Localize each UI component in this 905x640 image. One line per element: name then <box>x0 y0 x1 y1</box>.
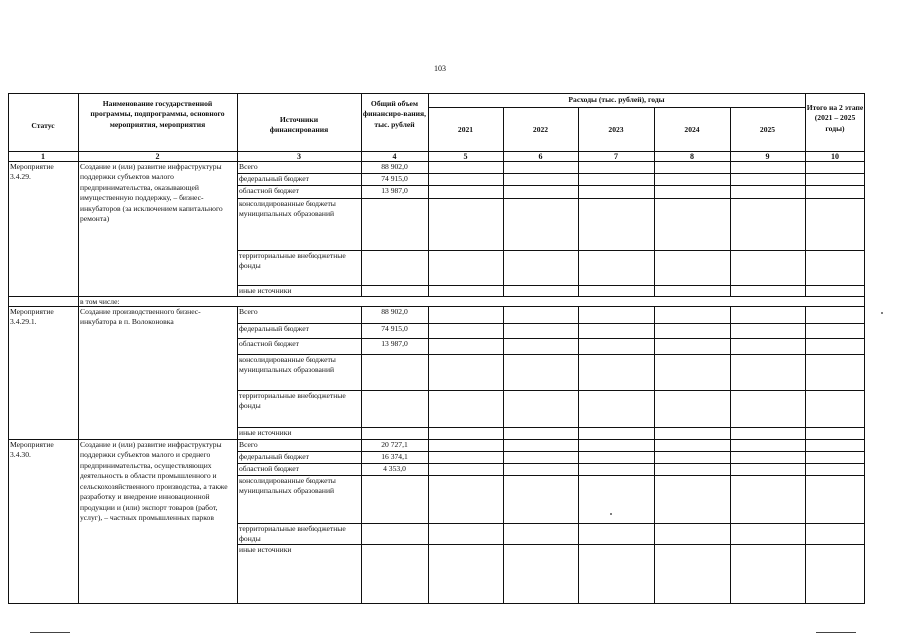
grid-line <box>78 306 79 439</box>
header-year-2021: 2021 <box>457 125 474 134</box>
table-border <box>864 93 865 604</box>
header-year-2022: 2022 <box>532 125 549 134</box>
page-number: 103 <box>434 64 446 73</box>
grid-line <box>237 93 238 161</box>
grid-line <box>805 306 806 439</box>
status-label: Мероприятие 3.4.30. <box>10 440 54 460</box>
source-label: федеральный бюджет <box>239 324 309 333</box>
total-value: 13 987,0 <box>381 339 408 348</box>
column-number: 9 <box>765 152 770 161</box>
grid-line <box>578 306 579 439</box>
grid-line <box>237 306 238 439</box>
column-number: 2 <box>155 152 160 161</box>
source-label: территориальные внебюджетные фонды <box>239 391 346 411</box>
grid-line <box>78 296 79 306</box>
grid-line <box>78 93 79 161</box>
event-name: Создание и (или) развитие инфраструктуры поддержки субъектов малого и среднего предпринимательства, осуществляющих деятельность в области промышленного и сельскохозяйственного производства, а также разработку и внедрение инновационной продукции и (или) экспорт товаров (работ, услуг), – частных промышленных парков <box>80 440 228 523</box>
source-label: консолидированные бюджеты муниципальных образований <box>239 199 336 219</box>
grid-line <box>78 161 79 296</box>
grid-line <box>428 161 429 296</box>
source-label: консолидированные бюджеты муниципальных образований <box>239 476 336 496</box>
header-name: Наименование государственной программы, подпрограммы, основного мероприятия, мероприятия <box>90 99 225 129</box>
source-label: Всего <box>239 307 258 316</box>
status-label: Мероприятие 3.4.29. <box>10 162 54 182</box>
total-value: 88 902,0 <box>381 162 408 171</box>
header-year-2025: 2025 <box>759 125 776 134</box>
source-label: территориальные внебюджетные фонды <box>239 524 346 544</box>
header-year-2024: 2024 <box>684 125 700 134</box>
column-number: 5 <box>463 152 468 161</box>
total-value: 20 727,1 <box>381 440 408 449</box>
source-label: федеральный бюджет <box>239 174 309 183</box>
table-border <box>8 93 9 604</box>
event-name: Создание и (или) развитие инфраструктуры поддержки субъектов малого предпринимательства, оказывающей имущественную поддержку, – бизнес-инкубаторов (за исключением капитального ремонта) <box>80 162 223 224</box>
grid-line <box>503 161 504 296</box>
grid-line <box>730 306 731 439</box>
grid-line <box>654 161 655 296</box>
source-label: консолидированные бюджеты муниципальных образований <box>239 355 336 375</box>
total-value: 13 987,0 <box>381 186 408 195</box>
header-year-2023: 2023 <box>608 125 624 134</box>
column-number: 6 <box>538 152 543 161</box>
grid-line <box>428 107 805 108</box>
header-total: Общий объем финансиро-вания, тыс. рублей <box>362 99 427 129</box>
source-label: иные источники <box>239 286 292 295</box>
financing-table <box>8 93 865 604</box>
column-number: 1 <box>41 152 45 161</box>
column-number: 4 <box>392 152 397 161</box>
grid-line <box>78 439 79 604</box>
source-label: федеральный бюджет <box>239 452 309 461</box>
column-number: 10 <box>831 152 839 161</box>
grid-line <box>730 161 731 296</box>
header-status: Статус <box>31 121 55 130</box>
event-name: Создание производственного бизнес-инкубатора в п. Волоконовка <box>80 307 201 327</box>
table-border <box>8 93 865 94</box>
header-sources: Источники финансирования <box>269 115 329 135</box>
grid-line <box>428 306 429 439</box>
source-label: Всего <box>239 162 258 171</box>
grid-line <box>654 306 655 439</box>
table-border <box>8 603 865 604</box>
source-label: иные источники <box>239 428 292 437</box>
scan-mark <box>30 632 70 633</box>
grid-line <box>8 306 865 307</box>
status-label: Мероприятие 3.4.29.1. <box>10 307 54 327</box>
header-result: Итого на 2 этапе (2021 – 2025 годы) <box>806 103 864 133</box>
column-number: 3 <box>297 152 301 161</box>
total-value: 74 915,0 <box>381 174 408 183</box>
total-value: 74 915,0 <box>381 324 408 333</box>
source-label: областной бюджет <box>239 464 299 473</box>
scan-speck <box>881 312 883 314</box>
source-label: Всего <box>239 440 258 449</box>
including-label: в том числе: <box>80 297 120 306</box>
grid-line <box>578 161 579 296</box>
total-value: 4 353,0 <box>383 464 406 473</box>
header-expenses: Расходы (тыс. рублей), годы <box>568 95 665 104</box>
column-number: 8 <box>690 152 694 161</box>
column-number: 7 <box>614 152 618 161</box>
scan-speck <box>610 513 612 515</box>
source-label: областной бюджет <box>239 339 299 348</box>
grid-line <box>503 306 504 439</box>
scan-mark <box>816 632 856 633</box>
grid-line <box>805 161 806 296</box>
total-value: 16 374,1 <box>381 452 408 461</box>
source-label: иные источники <box>239 545 292 554</box>
grid-line <box>237 161 238 296</box>
source-label: областной бюджет <box>239 186 299 195</box>
source-label: территориальные внебюджетные фонды <box>239 251 346 271</box>
total-value: 88 902,0 <box>381 307 408 316</box>
